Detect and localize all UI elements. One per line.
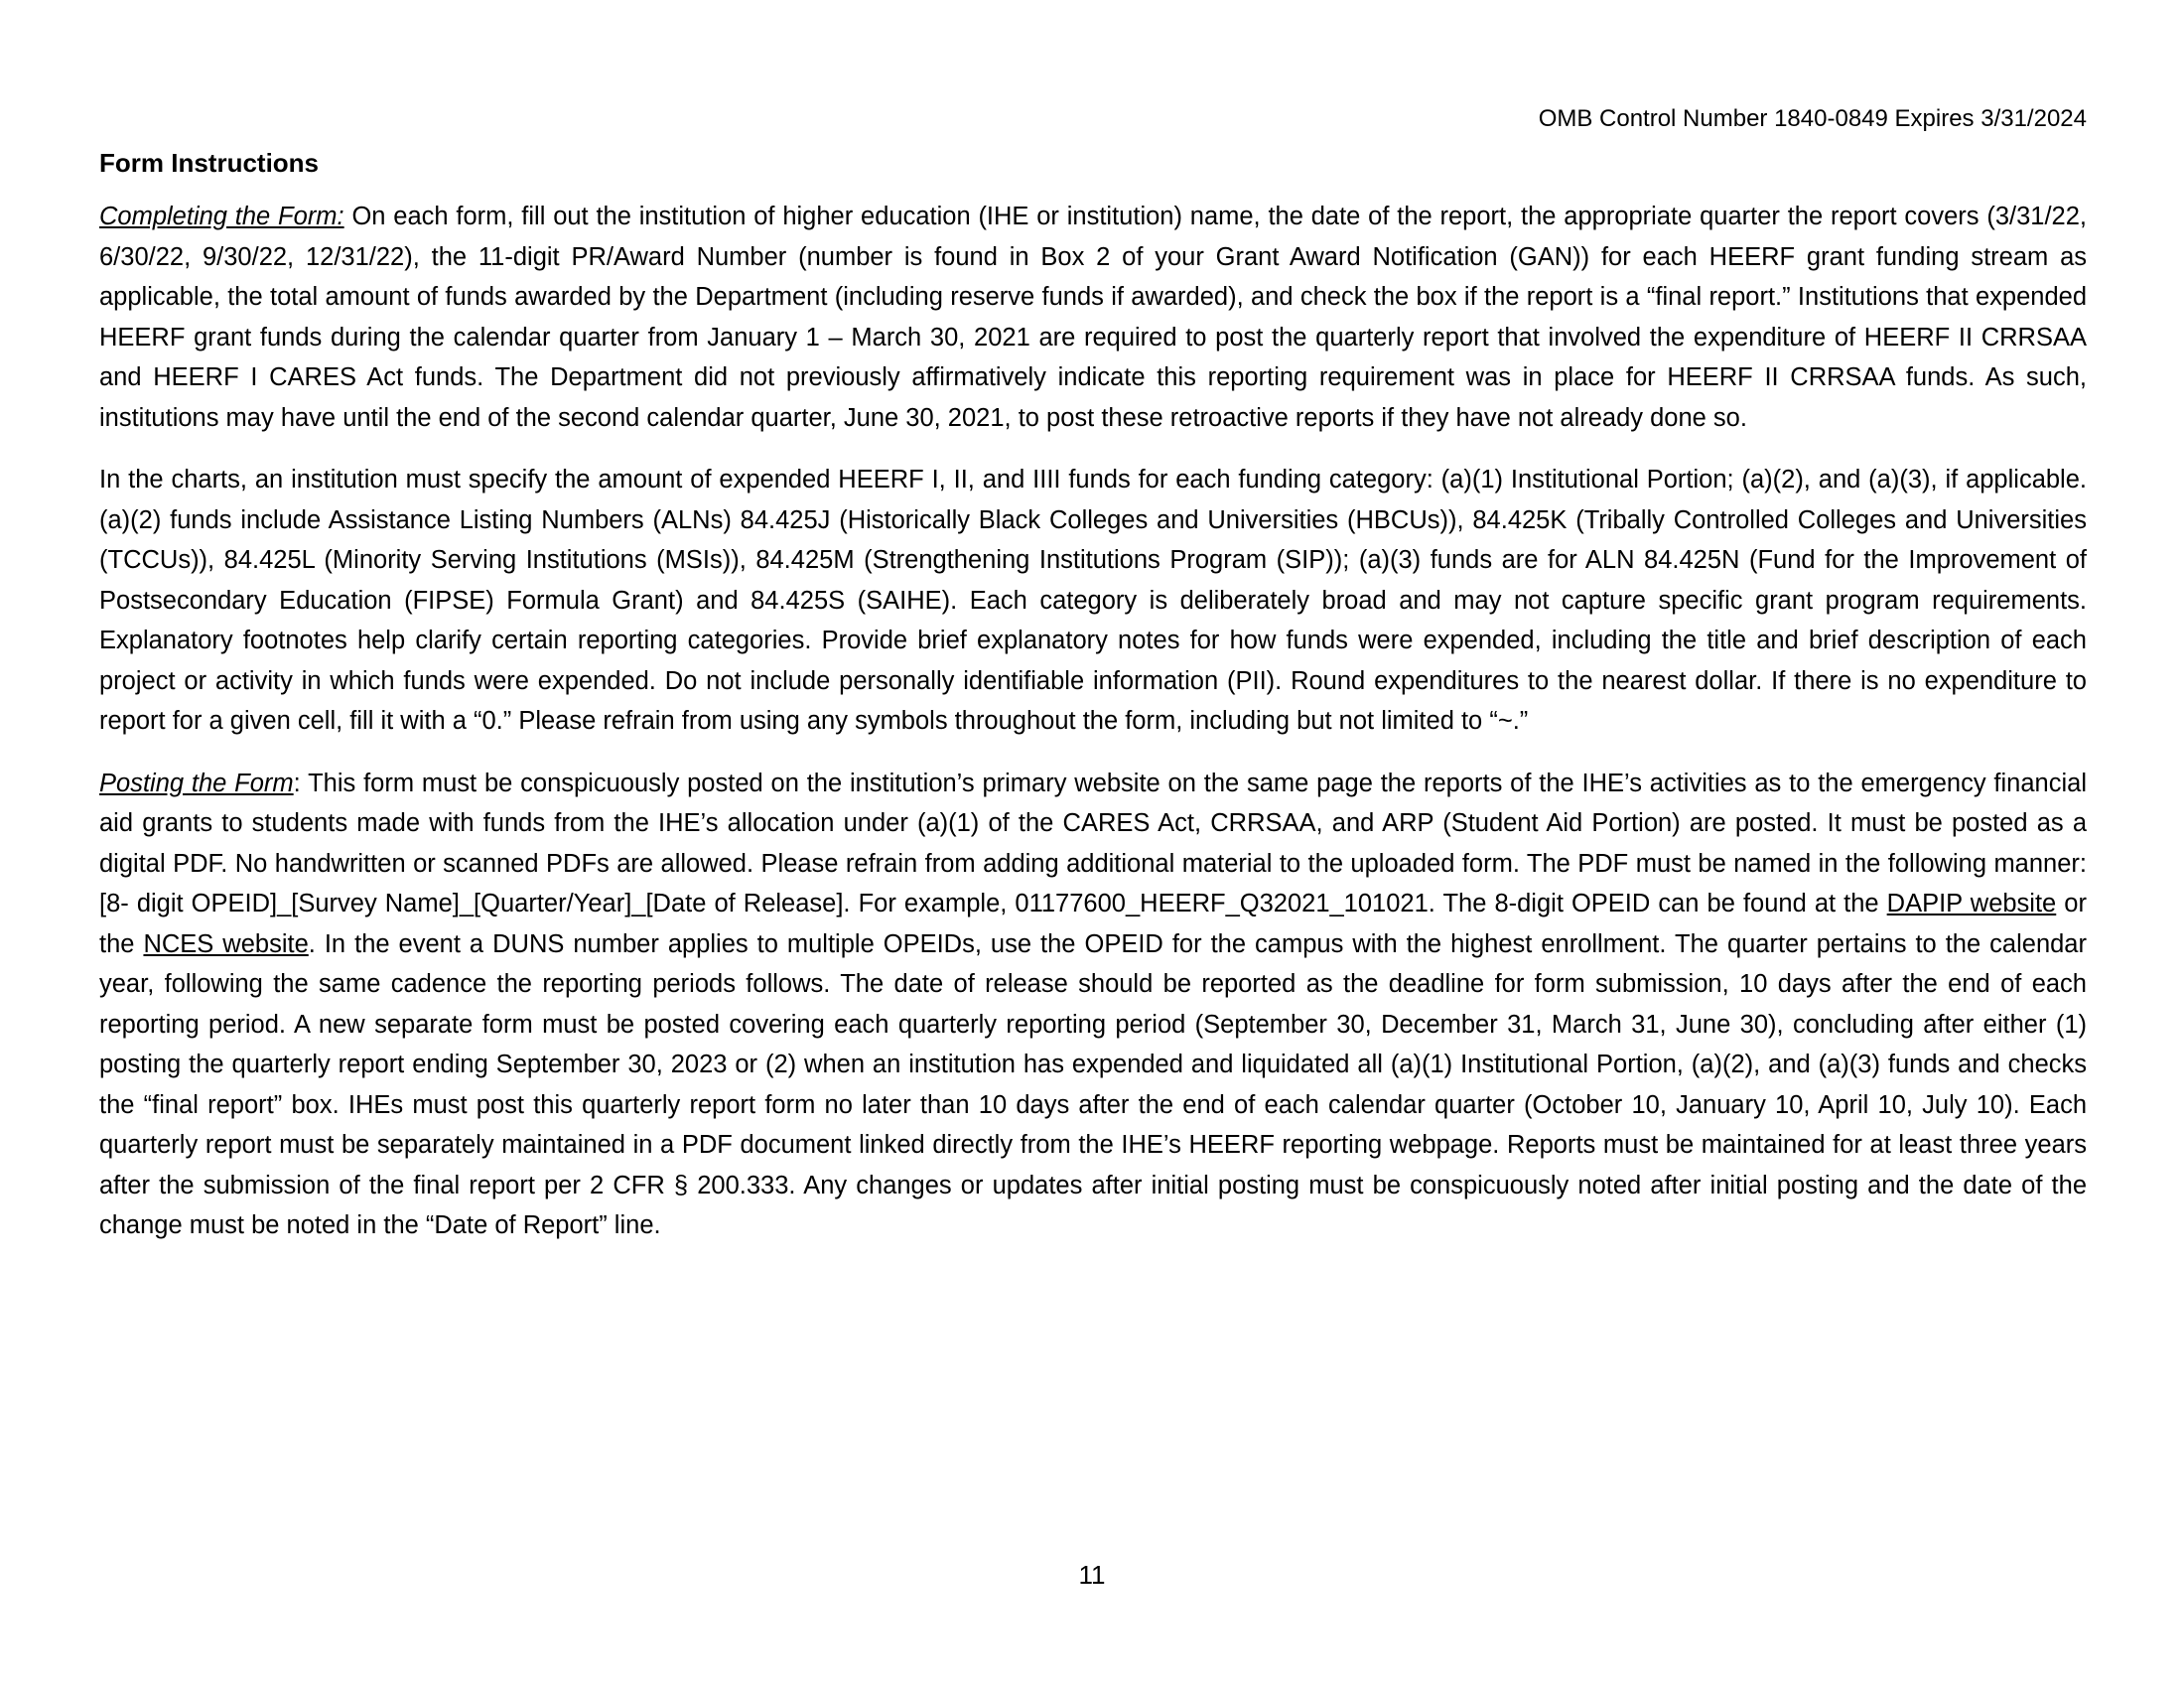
completing-form-label: Completing the Form: (99, 203, 344, 230)
charts-text: In the charts, an institution must specify the amount of expended HEERF I, II, and IIII funds for each funding category: (a)(1) Institutional Portion; (a)(2), and (a)(3), if applicable. (a)(2) funds include Assistance Listing Numbers (ALNs) 84.425J (Historically Black Colleges and Universities (HBCUs)), 84.425K (Tribally Controlled Colleges and Universities (TCCUs)), 84.425L (Minority Serving Institutions (MSIs)), 84.425M (Strengthening Institutions Program (SIP)); (a)(3) funds are for ALN 84.425N (Fund for the Improvement of Postsecondary Education (FIPSE) Formula Grant) and 84.425S (SAIHE). Each category is deliberately broad and may not capture specific grant program requirements. Explanatory footnotes help clarify certain reporting categories. Provide brief explanatory notes for how funds were expended, including the title and brief description of each project or activity in which funds were expended. Do not include personally identifiable information (PII). Round expenditures to the nearest dollar. If there is no expenditure to report for a given cell, fill it with a “0.” Please refrain from using any symbols throughout the form, including but not limited to “~.” (99, 466, 2087, 735)
charts-paragraph (99, 460, 2087, 742)
posting-form-paragraph (99, 764, 2087, 1246)
omb-control-number: OMB Control Number 1840-0849 Expires 3/31/2024 (1538, 105, 2087, 132)
posting-form-text-3: . In the event a DUNS number applies to multiple OPEIDs, use the OPEID for the campus with the highest enrollment. The quarter pertains to the calendar year, following the same cadence the reporting periods follows. The date of release should be reported as the deadline for form submission, 10 days after the end of each reporting period. A new separate form must be posted covering each quarterly reporting period (September 30, December 31, March 31, June 30), concluding after either (1) posting the quarterly report ending September 30, 2023 or (2) when an institution has expended and liquidated all (a)(1) Institutional Portion, (a)(2), and (a)(3) funds and checks the “final report” box. IHEs must post this quarterly report form no later than 10 days after the end of each calendar quarter (October 10, January 10, April 10, July 10). Each quarterly report must be separately maintained in a PDF document linked directly from the IHE’s HEERF reporting webpage. Reports must be maintained for at least three years after the submission of the final report per 2 CFR § 200.333. Any changes or updates after initial posting must be conspicuously noted after initial posting and the date of the change must be noted in the “Date of Report” line. (99, 929, 2087, 1239)
nces-website-link[interactable]: NCES website (143, 929, 309, 958)
completing-form-paragraph (99, 197, 2087, 438)
completing-form-text: On each form, fill out the institution of higher education (IHE or institution) name, the date of the report, the appropriate quarter the report covers (3/31/22, 6/30/22, 9/30/22, 12/31/22), the 11-digit PR/Award Number (number is found in Box 2 of your Grant Award Notification (GAN)) for each HEERF grant funding stream as applicable, the total amount of funds awarded by the Department (including reserve funds if awarded), and check the box if the report is a “final report.” Institutions that expended HEERF grant funds during the calendar quarter from January 1 – March 30, 2021 are required to post the quarterly report that involved the expenditure of HEERF II CRRSAA and HEERF I CARES Act funds. The Department did not previously affirmatively indicate this reporting requirement was in place for HEERF II CRRSAA funds. As such, institutions may have until the end of the second calendar quarter, June 30, 2021, to post these retroactive reports if they have not already done so. (99, 203, 2087, 432)
dapip-website-link[interactable]: DAPIP website (1886, 890, 2057, 917)
form-instructions-section (99, 145, 2087, 1268)
posting-form-text-1: : This form must be conspicuously posted on the institution’s primary website on the same page the reports of the IHE’s activities as to the emergency financial aid grants to students made with funds from the IHE’s allocation under (a)(1) of the CARES Act, CRRSAA, and ARP (Student Aid Portion) are posted. It must be posted as a digital PDF. No handwritten or scanned PDFs are allowed. Please refrain from adding additional material to the uploaded form. The PDF must be named in the following manner: [8- digit OPEID]_[Survey Name]_[Quarter/Year]_[Date of Release]. For example, 01177600_HEERF_Q32021_101021. The 8-digit OPEID can be found at the (99, 769, 2087, 917)
posting-form-text-2: or the (99, 890, 2087, 958)
page-number: 11 (1078, 1560, 1106, 1590)
posting-form-label: Posting the Form (99, 769, 294, 797)
page-title: Form Instructions (99, 148, 320, 178)
